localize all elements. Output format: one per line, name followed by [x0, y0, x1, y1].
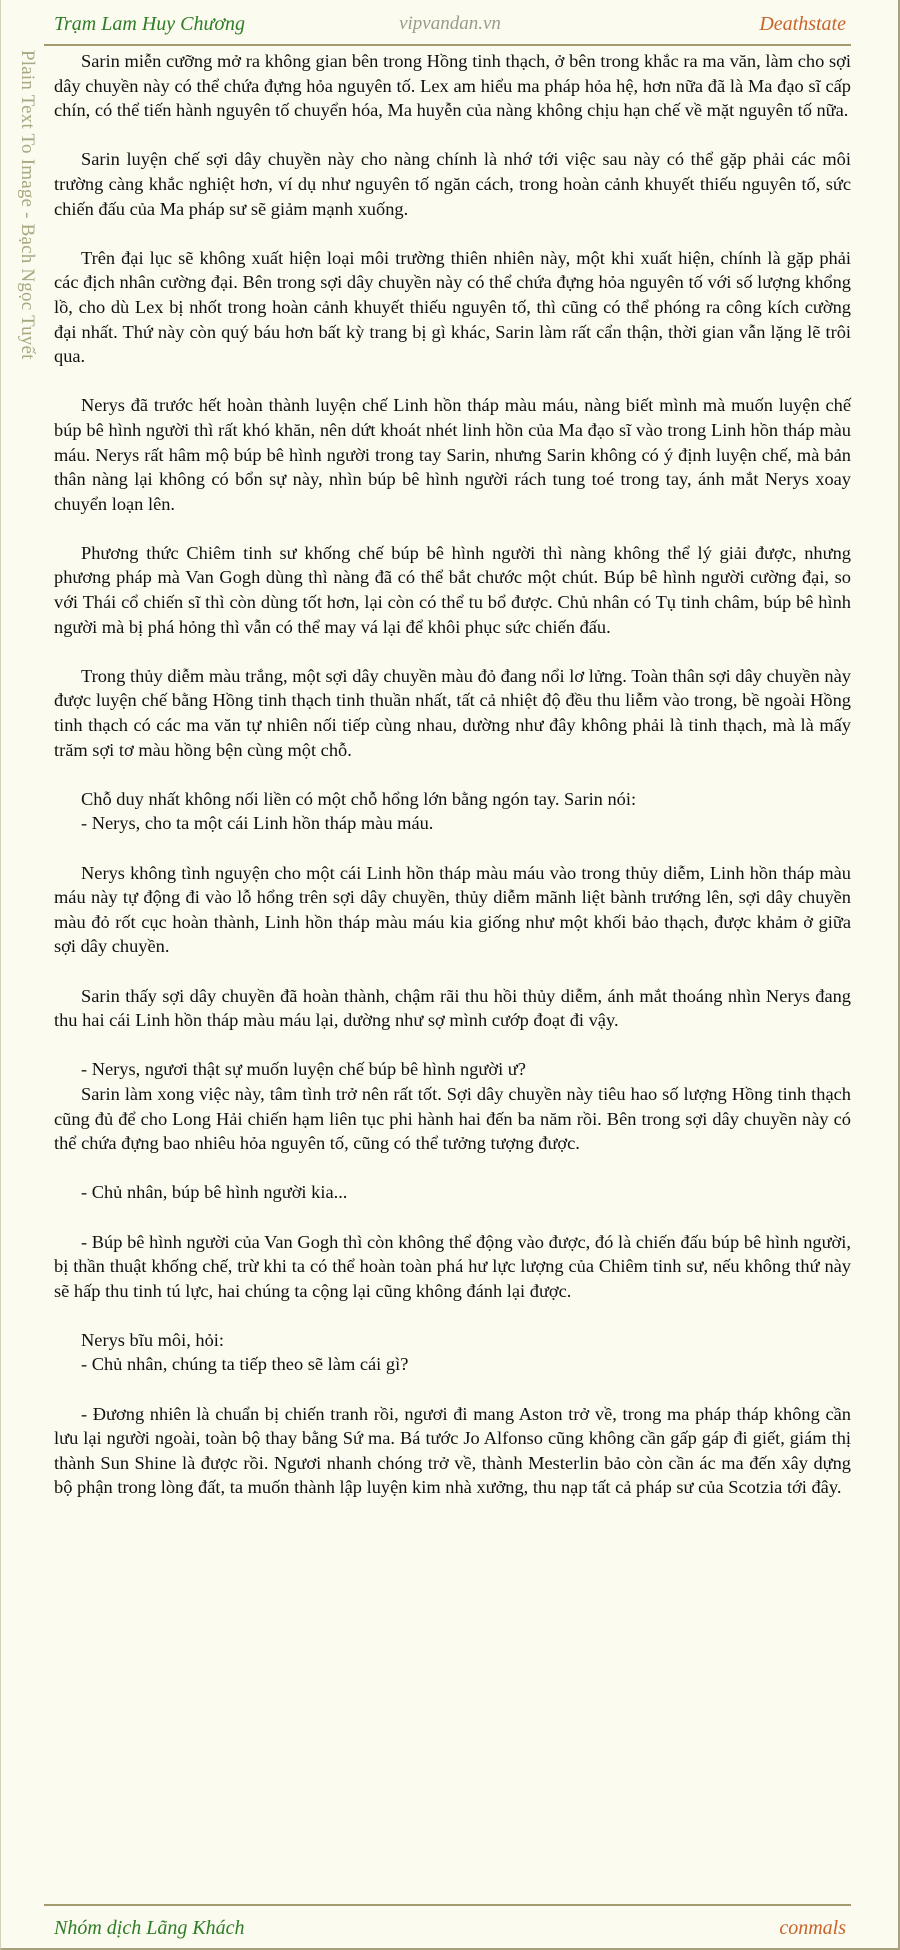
- paragraph: Nerys đã trước hết hoàn thành luyện chế Linh hồn tháp màu máu, nàng biết mình mà muốn luyện chế búp bê hình người thì rất khó khăn, nên dứt khoát nhét linh hồn của Ma đạo sĩ vào trong Linh hồn tháp màu máu. Nerys rất hâm mộ búp bê hình người trong tay Sarin, nhưng Sarin không có ý định luyện chế, mà bản thân nàng lại không có bổn sự này, nhìn búp bê hình người rách tung toé trong tay, ánh mắt Nerys xoay chuyển loạn lên.: [54, 395, 851, 514]
- paragraph: Trong thủy diễm màu trắng, một sợi dây chuyền màu đỏ đang nổi lơ lửng. Toàn thân sợi dây chuyền này được luyện chế bằng Hồng tinh thạch tinh thuần nhất, tất cả nhiệt độ đều thu liễm vào trong, bề ngoài Hồng tinh thạch có các ma văn tự nhiên nối tiếp cùng nhau, dường như đây không phải là tinh thạch, mà là mấy trăm sợi tơ màu hồng bện cùng một chỗ.: [54, 665, 851, 760]
- page-footer: [0, 1904, 900, 1950]
- dialogue-line: - Đương nhiên là chuẩn bị chiến tranh rồi, ngươi đi mang Aston trở về, trong ma pháp tháp không cần lưu lại người ngoài, toàn bộ thay bằng Sứ ma. Bá tước Jo Alfonso cũng không cần gấp gáp đi giết, giám thị thành Sun Shine là được rồi. Ngươi nhanh chóng trở về, thành Mesterlin bảo còn cần ác ma đến xây dựng bộ phận trong lòng đất, ta muốn thành lập luyện kim nhà xưởng, thu nạp tất cả pháp sư của Scotzia tới đây.: [54, 1403, 851, 1498]
- side-watermark-text: Plain Text To Image - Bạch Ngọc Tuyết: [17, 50, 38, 360]
- page-header: [0, 0, 900, 46]
- paragraph: Trên đại lục sẽ không xuất hiện loại môi trường thiên nhiên này, một khi xuất hiện, chính là gặp phải các địch nhân cường đại. Bên trong sợi dây chuyền này có thể chứa đựng hỏa nguyên tố với số lượng khổng lồ, cho dù Lex bị nhốt trong hoàn cảnh khuyết thiếu nguyên tố, thì cũng có thể phóng ra công kích cường đại nhất. Thứ này còn quý báu hơn bất kỳ trang bị gì khác, Sarin làm rất cẩn thận, thời gian vẫn lặng lẽ trôi qua.: [54, 247, 851, 367]
- side-watermark: [14, 50, 38, 480]
- paragraph: Sarin làm xong việc này, tâm tình trở nên rất tốt. Sợi dây chuyền này tiêu hao số lượng Hồng tinh thạch cũng đủ để cho Long Hải chiến hạm liên tục phi hành hai đến ba năm rồi. Bên trong sợi dây chuyền này có thể chứa đựng bao nhiêu hỏa nguyên tố, cũng có thể tưởng tượng được.: [54, 1083, 851, 1154]
- dialogue-line: - Búp bê hình người của Van Gogh thì còn không thể động vào được, đó là chiến đấu búp bê hình người, bị thần thuật khống chế, trừ khi ta có thể hoàn toàn phá hư lực lượng của Chiêm tinh sư, nếu không thứ này sẽ hấp thu tinh tú lực, hai chúng ta cộng lại cũng không đánh lại được.: [54, 1231, 851, 1301]
- paragraph: Nerys bĩu môi, hỏi:: [81, 1329, 225, 1350]
- header-translator-group: Trạm Lam Huy Chương: [54, 13, 246, 35]
- dialogue-line: - Nerys, ngươi thật sự muốn luyện chế búp bê hình người ư?: [81, 1059, 526, 1080]
- paragraph: Sarin miễn cưỡng mở ra không gian bên trong Hồng tinh thạch, ở bên trong khắc ra ma văn, làm cho sợi dây chuyền này có thể chứa đựng hỏa nguyên tố. Lex am hiểu ma pháp hỏa hệ, hơn nữa đã là Ma đạo sĩ cấp chín, có thể tiến hành nguyên tố chuyển hóa, Ma huyễn của nàng không chịu hạn chế về mặt nguyên tố nữa.: [54, 51, 851, 121]
- paragraph: Nerys không tình nguyện cho một cái Linh hồn tháp màu máu vào trong thủy diễm, Linh hồn tháp màu máu này tự động đi vào lỗ hổng trên sợi dây chuyền, thủy diễm mãnh liệt bành trướng lên, sợi dây chuyền màu đỏ rốt cục hoàn thành, Linh hồn tháp màu máu kia giống như một khối bảo thạch, được khảm ở giữa sợi dây chuyền.: [54, 862, 851, 957]
- header-divider: [44, 44, 851, 46]
- footer-uploader: conmals: [779, 1917, 846, 1939]
- chapter-body: [54, 49, 851, 1525]
- header-site: vipvandan.vn: [399, 13, 501, 34]
- dialogue-line: - Chủ nhân, búp bê hình người kia...: [81, 1182, 348, 1203]
- paragraph: Sarin luyện chế sợi dây chuyền này cho nàng chính là nhớ tới việc sau này có thể gặp phải các môi trường càng khắc nghiệt hơn, ví dụ như nguyên tố ngăn cách, trong hoàn cảnh khuyết thiếu nguyên tố, sức chiến đấu của Ma pháp sư sẽ giảm mạnh xuống.: [54, 149, 851, 219]
- dialogue-line: - Nerys, cho ta một cái Linh hồn tháp màu máu.: [81, 813, 434, 834]
- paragraph: Chỗ duy nhất không nối liền có một chỗ hổng lớn bằng ngón tay. Sarin nói:: [81, 788, 637, 809]
- dialogue-line: - Chủ nhân, chúng ta tiếp theo sẽ làm cái gì?: [81, 1354, 409, 1375]
- header-chapter-label: Deathstate: [759, 13, 846, 35]
- paragraph: Sarin thấy sợi dây chuyền đã hoàn thành, chậm rãi thu hồi thủy diễm, ánh mắt thoáng nhìn Nerys đang thu hai cái Linh hồn tháp màu máu lại, dường như sợ mình cướp đoạt đi vậy.: [54, 985, 851, 1031]
- footer-translator-team: Nhóm dịch Lãng Khách: [54, 1917, 245, 1939]
- paragraph: Phương thức Chiêm tinh sư khống chế búp bê hình người thì nàng không thể lý giải được, nhưng phương pháp mà Van Gogh dùng thì nàng đã có thể bắt chước một chút. Búp bê hình người cường đại, so với Thái cổ chiến sĩ thì còn dùng tốt hơn, lại còn có thể tu bổ được. Chủ nhân có Tụ tinh châm, búp bê hình người mà bị phá hỏng thì vẫn có thể may vá lại để khôi phục sức chiến đấu.: [54, 542, 851, 637]
